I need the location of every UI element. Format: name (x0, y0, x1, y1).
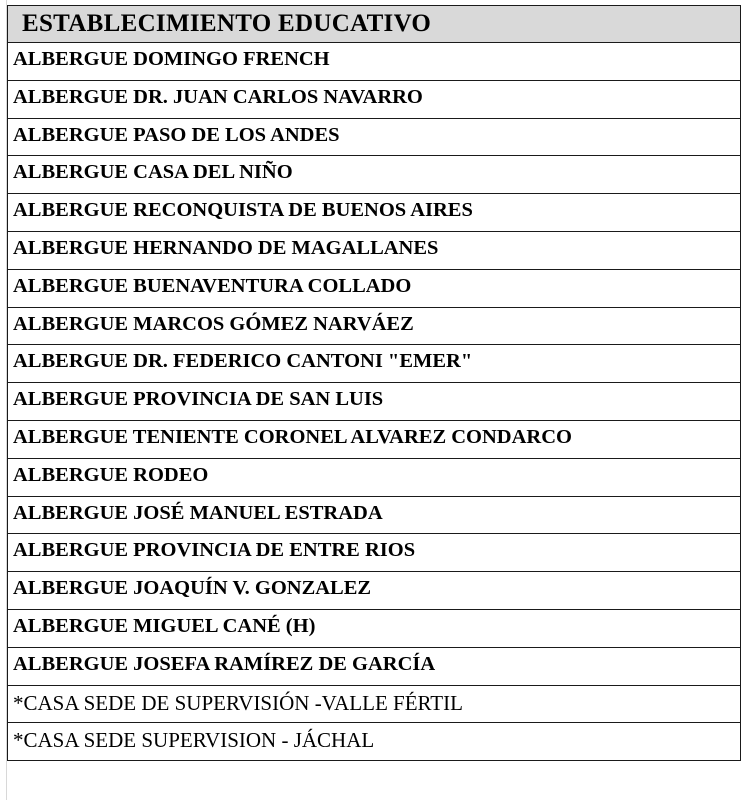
table-row (8, 383, 741, 421)
establishments-table (7, 5, 741, 761)
table-row (8, 194, 741, 232)
table-cell: *CASA SEDE DE SUPERVISIÓN -VALLE FÉRTIL (8, 685, 741, 723)
table-row (8, 231, 741, 269)
table-row (8, 420, 741, 458)
table-cell: ALBERGUE RODEO (8, 458, 741, 496)
table-row (8, 307, 741, 345)
column-header-establecimiento: ESTABLECIMIENTO EDUCATIVO (8, 6, 741, 43)
table-row (8, 43, 741, 81)
table-cell: ALBERGUE PASO DE LOS ANDES (8, 118, 741, 156)
table-row (8, 609, 741, 647)
table-cell: ALBERGUE MARCOS GÓMEZ NARVÁEZ (8, 307, 741, 345)
table-row (8, 723, 741, 761)
sheet-row-gutter (0, 0, 7, 800)
table-header-row (8, 6, 741, 43)
table-cell: ALBERGUE TENIENTE CORONEL ALVAREZ CONDARCO (8, 420, 741, 458)
table-row (8, 156, 741, 194)
table-cell: ALBERGUE DR. JUAN CARLOS NAVARRO (8, 80, 741, 118)
table-row (8, 269, 741, 307)
table-row (8, 118, 741, 156)
table-row (8, 80, 741, 118)
table-row (8, 496, 741, 534)
table-cell: ALBERGUE PROVINCIA DE ENTRE RIOS (8, 534, 741, 572)
table-cell: ALBERGUE JOSÉ MANUEL ESTRADA (8, 496, 741, 534)
table-row (8, 345, 741, 383)
table-cell: ALBERGUE DOMINGO FRENCH (8, 43, 741, 81)
table-row (8, 685, 741, 723)
table-cell: ALBERGUE JOSEFA RAMÍREZ DE GARCÍA (8, 647, 741, 685)
table-cell: ALBERGUE DR. FEDERICO CANTONI "EMER" (8, 345, 741, 383)
table-row (8, 572, 741, 610)
table-row (8, 458, 741, 496)
table-row (8, 647, 741, 685)
table-cell: ALBERGUE PROVINCIA DE SAN LUIS (8, 383, 741, 421)
table-cell: ALBERGUE CASA DEL NIÑO (8, 156, 741, 194)
table-cell: ALBERGUE JOAQUÍN V. GONZALEZ (8, 572, 741, 610)
table-cell: ALBERGUE RECONQUISTA DE BUENOS AIRES (8, 194, 741, 232)
table-row (8, 534, 741, 572)
table-cell: ALBERGUE HERNANDO DE MAGALLANES (8, 231, 741, 269)
table-cell: ALBERGUE BUENAVENTURA COLLADO (8, 269, 741, 307)
table-cell: *CASA SEDE SUPERVISION - JÁCHAL (8, 723, 741, 761)
table-cell: ALBERGUE MIGUEL CANÉ (H) (8, 609, 741, 647)
